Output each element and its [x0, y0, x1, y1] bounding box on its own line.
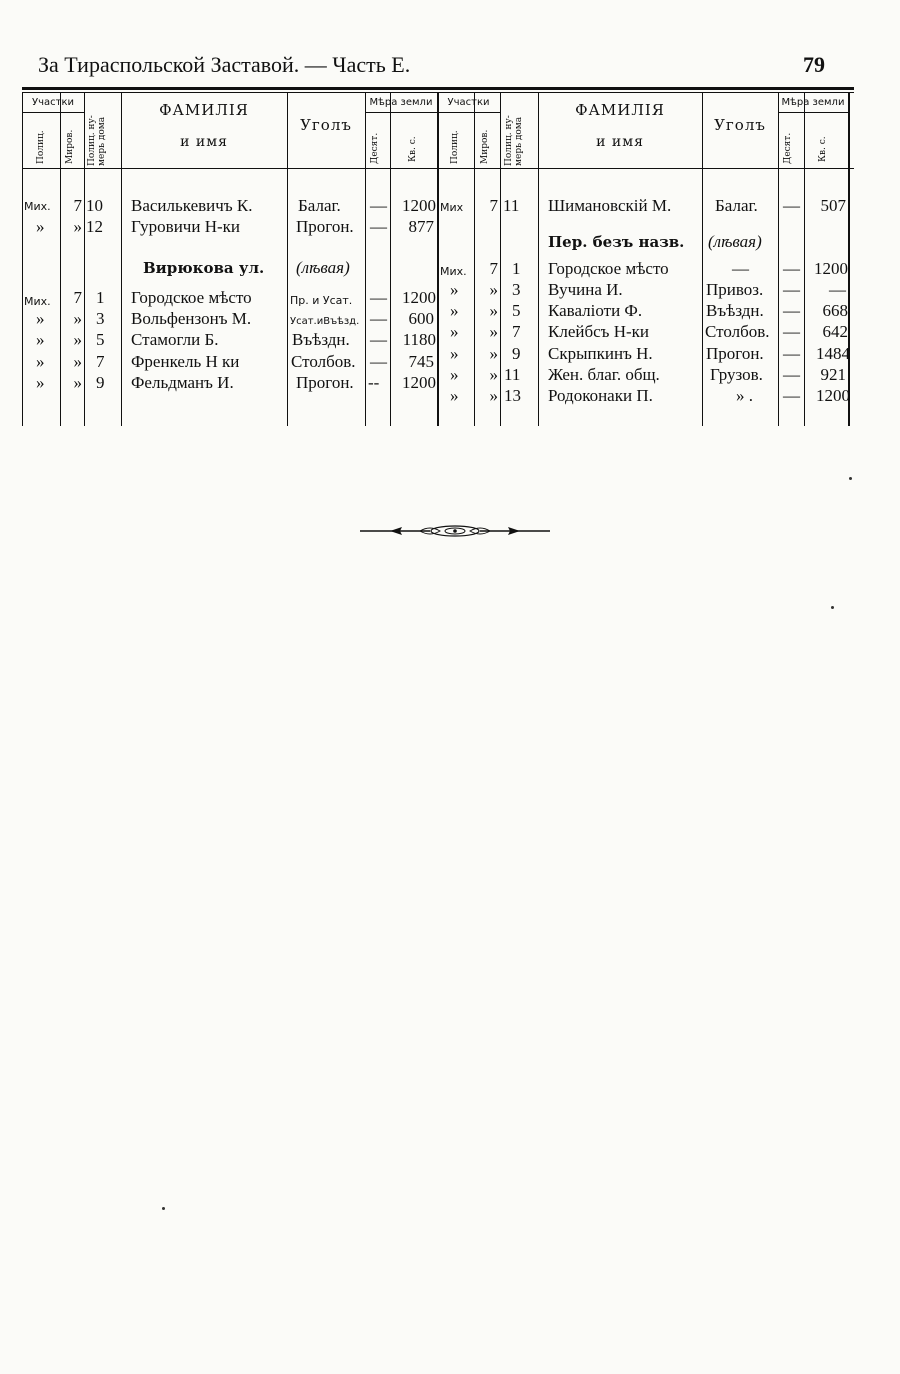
cell-des: — — [783, 259, 800, 278]
col-divider — [365, 92, 366, 426]
cell-name: Скрыпкинъ Н. — [548, 344, 653, 363]
cell-des: — — [783, 196, 800, 215]
cell-kv: 668 — [822, 301, 848, 320]
cell-mirov: » — [489, 280, 498, 299]
col-divider — [22, 92, 23, 426]
top-rule — [22, 87, 854, 90]
cell-ugol: Усат.иВъѣзд. — [290, 316, 360, 327]
cell-mirov: 7 — [73, 196, 82, 215]
header-nomer: Полиц. ну- мерь дома — [87, 115, 107, 166]
cell-polic: » — [36, 352, 45, 371]
cell-num: 10 — [86, 196, 103, 215]
header-kv: Кв. с. — [408, 136, 418, 162]
cell-mirov: » — [489, 344, 498, 363]
cell-name: Гуровичи Н-ки — [131, 217, 240, 236]
header-uchastki: Участки — [32, 97, 74, 108]
subheader-rule — [365, 112, 437, 113]
cell-name: Клейбсъ Н-ки — [548, 322, 649, 341]
cell-polic: » — [450, 280, 459, 299]
header-desyat: Десят. — [370, 132, 380, 164]
header-familia: ФАМИЛІЯ — [159, 101, 249, 119]
cell-name: Василькевичъ К. — [131, 196, 253, 215]
cell-des: — — [370, 217, 387, 236]
header-polic: Полиц. — [36, 130, 46, 164]
cell-num: 7 — [96, 352, 105, 371]
cell-name: Родоконаки П. — [548, 386, 653, 405]
street-name: Вирюкова ул. — [143, 259, 265, 277]
cell-kv: 642 — [822, 322, 848, 341]
header-mera: Мѣра земли — [781, 97, 845, 108]
cell-mirov: 7 — [489, 196, 498, 215]
cell-ugol: Столбов. — [705, 322, 770, 341]
cell-ugol: Балаг. — [298, 196, 341, 215]
cell-kv: 1180 — [402, 330, 436, 349]
page-number: 79 — [803, 52, 825, 77]
cell-num: 9 — [96, 373, 105, 392]
cell-ugol: » . — [736, 386, 753, 405]
cell-num: 11 — [504, 365, 521, 384]
page-title: За Тираспольской Заставой. — Часть Е. — [38, 52, 411, 77]
speck — [849, 477, 852, 480]
cell-polic: » — [450, 344, 459, 363]
cell-name: Городское мѣсто — [131, 288, 252, 307]
cell-kv: 1200 — [402, 288, 436, 307]
cell-num: 1 — [512, 259, 521, 278]
subheader-rule — [437, 112, 500, 113]
cell-name: Френкель Н ки — [131, 352, 240, 371]
header-polic: Полиц. — [450, 130, 460, 164]
cell-kv: 921 — [820, 365, 846, 384]
cell-polic: » — [36, 217, 45, 236]
cell-polic: Мих. — [24, 200, 51, 213]
cell-name: Каваліоти Ф. — [548, 301, 643, 320]
header-familia: ФАМИЛІЯ — [575, 101, 665, 119]
street-side: (лѣвая) — [708, 232, 762, 251]
cell-num: 12 — [86, 217, 103, 236]
cell-polic: Мих. — [24, 295, 51, 308]
header-mirov: Миров. — [65, 129, 75, 164]
header-mera: Мѣра земли — [369, 97, 433, 108]
cell-des: — — [783, 322, 800, 341]
cell-polic: » — [450, 386, 459, 405]
col-divider — [474, 92, 475, 426]
speck — [831, 606, 834, 609]
cell-mirov: » — [73, 373, 82, 392]
cell-des: — — [783, 365, 800, 384]
cell-ugol: Пр. и Усат. — [290, 294, 353, 307]
cell-des: -- — [368, 373, 380, 392]
cell-kv: 1200 — [402, 373, 436, 392]
header-nomer: Полиц. ну- мерь дома — [504, 115, 524, 166]
cell-mirov: » — [73, 330, 82, 349]
cell-kv: — — [829, 280, 846, 299]
cell-kv: 877 — [408, 217, 434, 236]
cell-polic: Мих — [440, 201, 464, 214]
cell-name: Городское мѣсто — [548, 259, 669, 278]
header-uchastki: Участки — [447, 97, 490, 108]
cell-des: — — [783, 344, 800, 363]
cell-num: 3 — [96, 309, 105, 328]
cell-ugol: Прогон. — [296, 373, 354, 392]
cell-name: Жен. благ. общ. — [548, 365, 660, 384]
col-divider — [84, 92, 85, 426]
cell-name: Вучина И. — [548, 280, 623, 299]
cell-mirov: » — [489, 322, 498, 341]
header-ugol: Уголъ — [300, 116, 352, 134]
cell-kv: 1200 — [814, 259, 848, 278]
cell-ugol: Привоз. — [706, 280, 764, 299]
header-mirov: Миров. — [480, 129, 490, 164]
cell-name: Стамогли Б. — [131, 330, 219, 349]
cell-des: — — [370, 196, 387, 215]
cell-num: 13 — [504, 386, 521, 405]
cell-num: 5 — [96, 330, 105, 349]
header-kv: Кв. с. — [818, 136, 828, 162]
cell-mirov: » — [489, 386, 498, 405]
cell-des: — — [783, 301, 800, 320]
subheader-rule — [778, 112, 848, 113]
cell-des: — — [370, 330, 387, 349]
cell-num: 5 — [512, 301, 521, 320]
col-divider — [702, 92, 703, 426]
cell-kv: 600 — [408, 309, 434, 328]
col-divider — [500, 92, 501, 426]
header-imya: и имя — [180, 134, 228, 150]
cell-polic: » — [450, 322, 459, 341]
cell-ugol: Прогон. — [706, 344, 764, 363]
cell-name: Шимановскій М. — [548, 196, 672, 215]
header-desyat: Десят. — [783, 132, 793, 164]
cell-num: 3 — [512, 280, 521, 299]
cell-num: 11 — [503, 196, 520, 215]
street-side: (лѣвая) — [296, 258, 350, 277]
cell-mirov: 7 — [73, 288, 82, 307]
col-divider-center — [437, 92, 439, 426]
col-divider — [848, 92, 850, 426]
cell-polic: » — [36, 309, 45, 328]
cell-des: — — [783, 280, 800, 299]
speck — [162, 1207, 165, 1210]
cell-ugol: Въѣздн. — [292, 330, 350, 349]
header-imya: и имя — [596, 134, 644, 150]
header-ugol: Уголъ — [714, 116, 766, 134]
cell-des: — — [370, 309, 387, 328]
col-divider — [60, 92, 61, 426]
cell-mirov: » — [73, 309, 82, 328]
cell-kv: 1484 — [816, 344, 850, 363]
cell-kv: 745 — [408, 352, 434, 371]
cell-polic: » — [36, 330, 45, 349]
cell-ugol: Въѣздн. — [706, 301, 764, 320]
cell-num: 9 — [512, 344, 521, 363]
cell-des: — — [370, 352, 387, 371]
cell-kv: 1200 — [402, 196, 436, 215]
cell-polic: Мих. — [440, 265, 467, 278]
cell-kv: 1200 — [816, 386, 850, 405]
cell-num: 7 — [512, 322, 521, 341]
cell-mirov: » — [489, 301, 498, 320]
cell-name: Фельдманъ И. — [131, 373, 234, 392]
col-divider — [778, 92, 779, 426]
cell-des: — — [783, 386, 800, 405]
cell-ugol: Грузов. — [710, 365, 763, 384]
cell-name: Вольфензонъ М. — [131, 309, 252, 328]
col-divider — [287, 92, 288, 426]
cell-polic: » — [450, 365, 459, 384]
subheader-rule — [22, 112, 84, 113]
cell-polic: » — [36, 373, 45, 392]
cell-ugol: — — [732, 259, 749, 278]
ornament-divider — [360, 524, 550, 538]
cell-polic: » — [450, 301, 459, 320]
cell-ugol: Прогон. — [296, 217, 354, 236]
cell-ugol: Столбов. — [291, 352, 356, 371]
cell-ugol: Балаг. — [715, 196, 758, 215]
cell-mirov: » — [73, 352, 82, 371]
cell-des: — — [370, 288, 387, 307]
street-name: Пер. безъ назв. — [548, 233, 685, 251]
cell-num: 1 — [96, 288, 105, 307]
cell-kv: 507 — [820, 196, 846, 215]
cell-mirov: » — [73, 217, 82, 236]
cell-mirov: » — [489, 365, 498, 384]
cell-mirov: 7 — [489, 259, 498, 278]
